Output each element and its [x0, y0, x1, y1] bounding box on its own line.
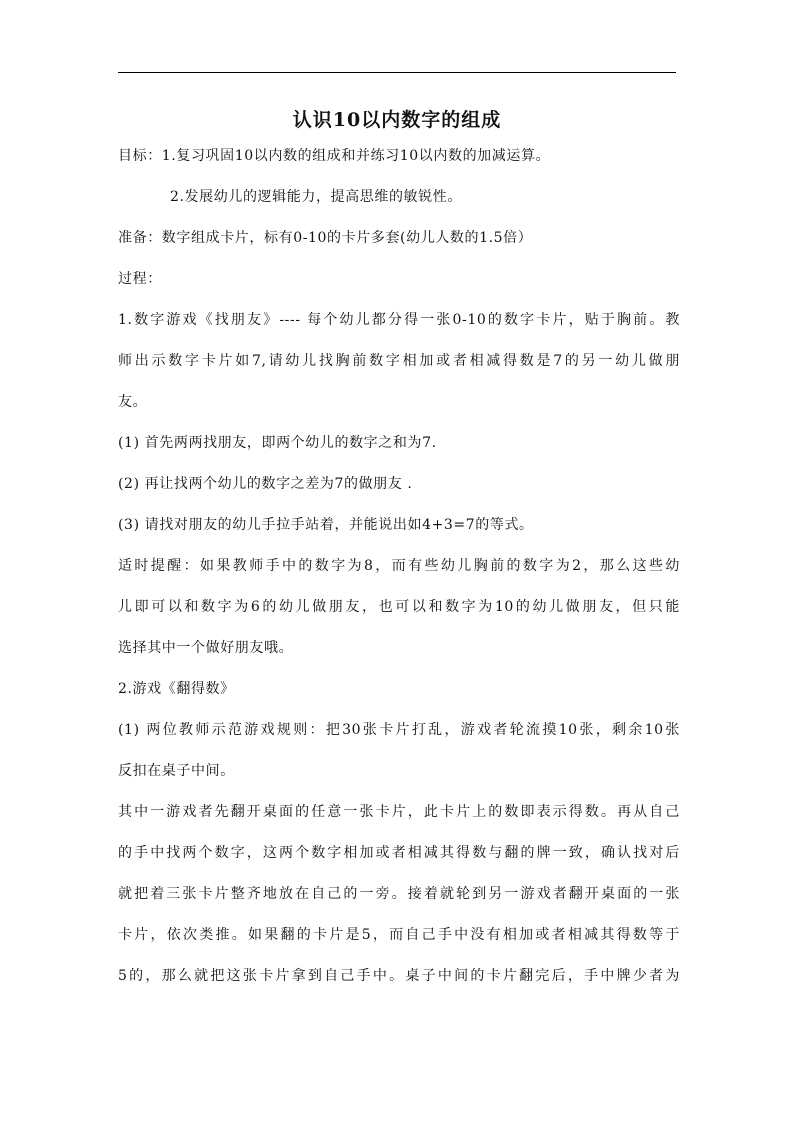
text-line: 适时提醒：如果教师手中的数字为8，而有些幼儿胸前的数字为2，那么这些幼 [118, 558, 680, 574]
text-line: 友。 [118, 394, 148, 410]
text-line: 2.发展幼儿的逻辑能力，提高思维的敏锐性。 [170, 189, 462, 205]
text-line: (3) 请找对朋友的幼儿手拉手站着，并能说出如4+3=7的等式。 [118, 517, 534, 533]
text-line: 2.游戏《翻得数》 [118, 681, 235, 697]
header-rule [118, 72, 676, 73]
text-line: 就把着三张卡片整齐地放在自己的一旁。接着就轮到另一游戏者翻开桌面的一张 [118, 886, 680, 902]
text-line: 其中一游戏者先翻开桌面的任意一张卡片，此卡片上的数即表示得数。再从自己 [118, 804, 680, 820]
text-line: 目标：1.复习巩固10以内数的组成和并练习10以内数的加减运算。 [118, 148, 551, 164]
text-line: 1.数字游戏《找朋友》---- 每个幼儿都分得一张0-10的数字卡片，贴于胸前。教 [118, 312, 680, 328]
text-line: 选择其中一个做好朋友哦。 [118, 640, 294, 656]
document-body [118, 146, 680, 1007]
text-line: (2) 再让找两个幼儿的数字之差为7的做朋友 . [118, 476, 413, 492]
text-line: (1) 首先两两找朋友，即两个幼儿的数字之和为7. [118, 435, 437, 451]
text-line: 师出示数字卡片如7,请幼儿找胸前数字相加或者相减得数是7的另一幼儿做朋 [118, 353, 680, 369]
text-line: 准备：数字组成卡片，标有0-10的卡片多套(幼儿人数的1.5倍） [118, 230, 533, 246]
text-line: (1) 两位教师示范游戏规则：把30张卡片打乱，游戏者轮流摸10张，剩余10张 [118, 722, 680, 738]
text-line: 的手中找两个数字，这两个数字相加或者相减其得数与翻的牌一致，确认找对后 [118, 845, 680, 861]
text-line: 过程： [118, 271, 162, 287]
text-line: 5的，那么就把这张卡片拿到自己手中。桌子中间的卡片翻完后，手中牌少者为 [118, 968, 680, 984]
text-line: 儿即可以和数字为6的幼儿做朋友，也可以和数字为10的幼儿做朋友，但只能 [118, 599, 680, 615]
document-title: 认识10以内数字的组成 [292, 109, 502, 131]
text-line: 卡片，依次类推。如果翻的卡片是5，而自己手中没有相加或者相减其得数等于 [118, 927, 680, 943]
text-line: 反扣在桌子中间。 [118, 763, 235, 779]
